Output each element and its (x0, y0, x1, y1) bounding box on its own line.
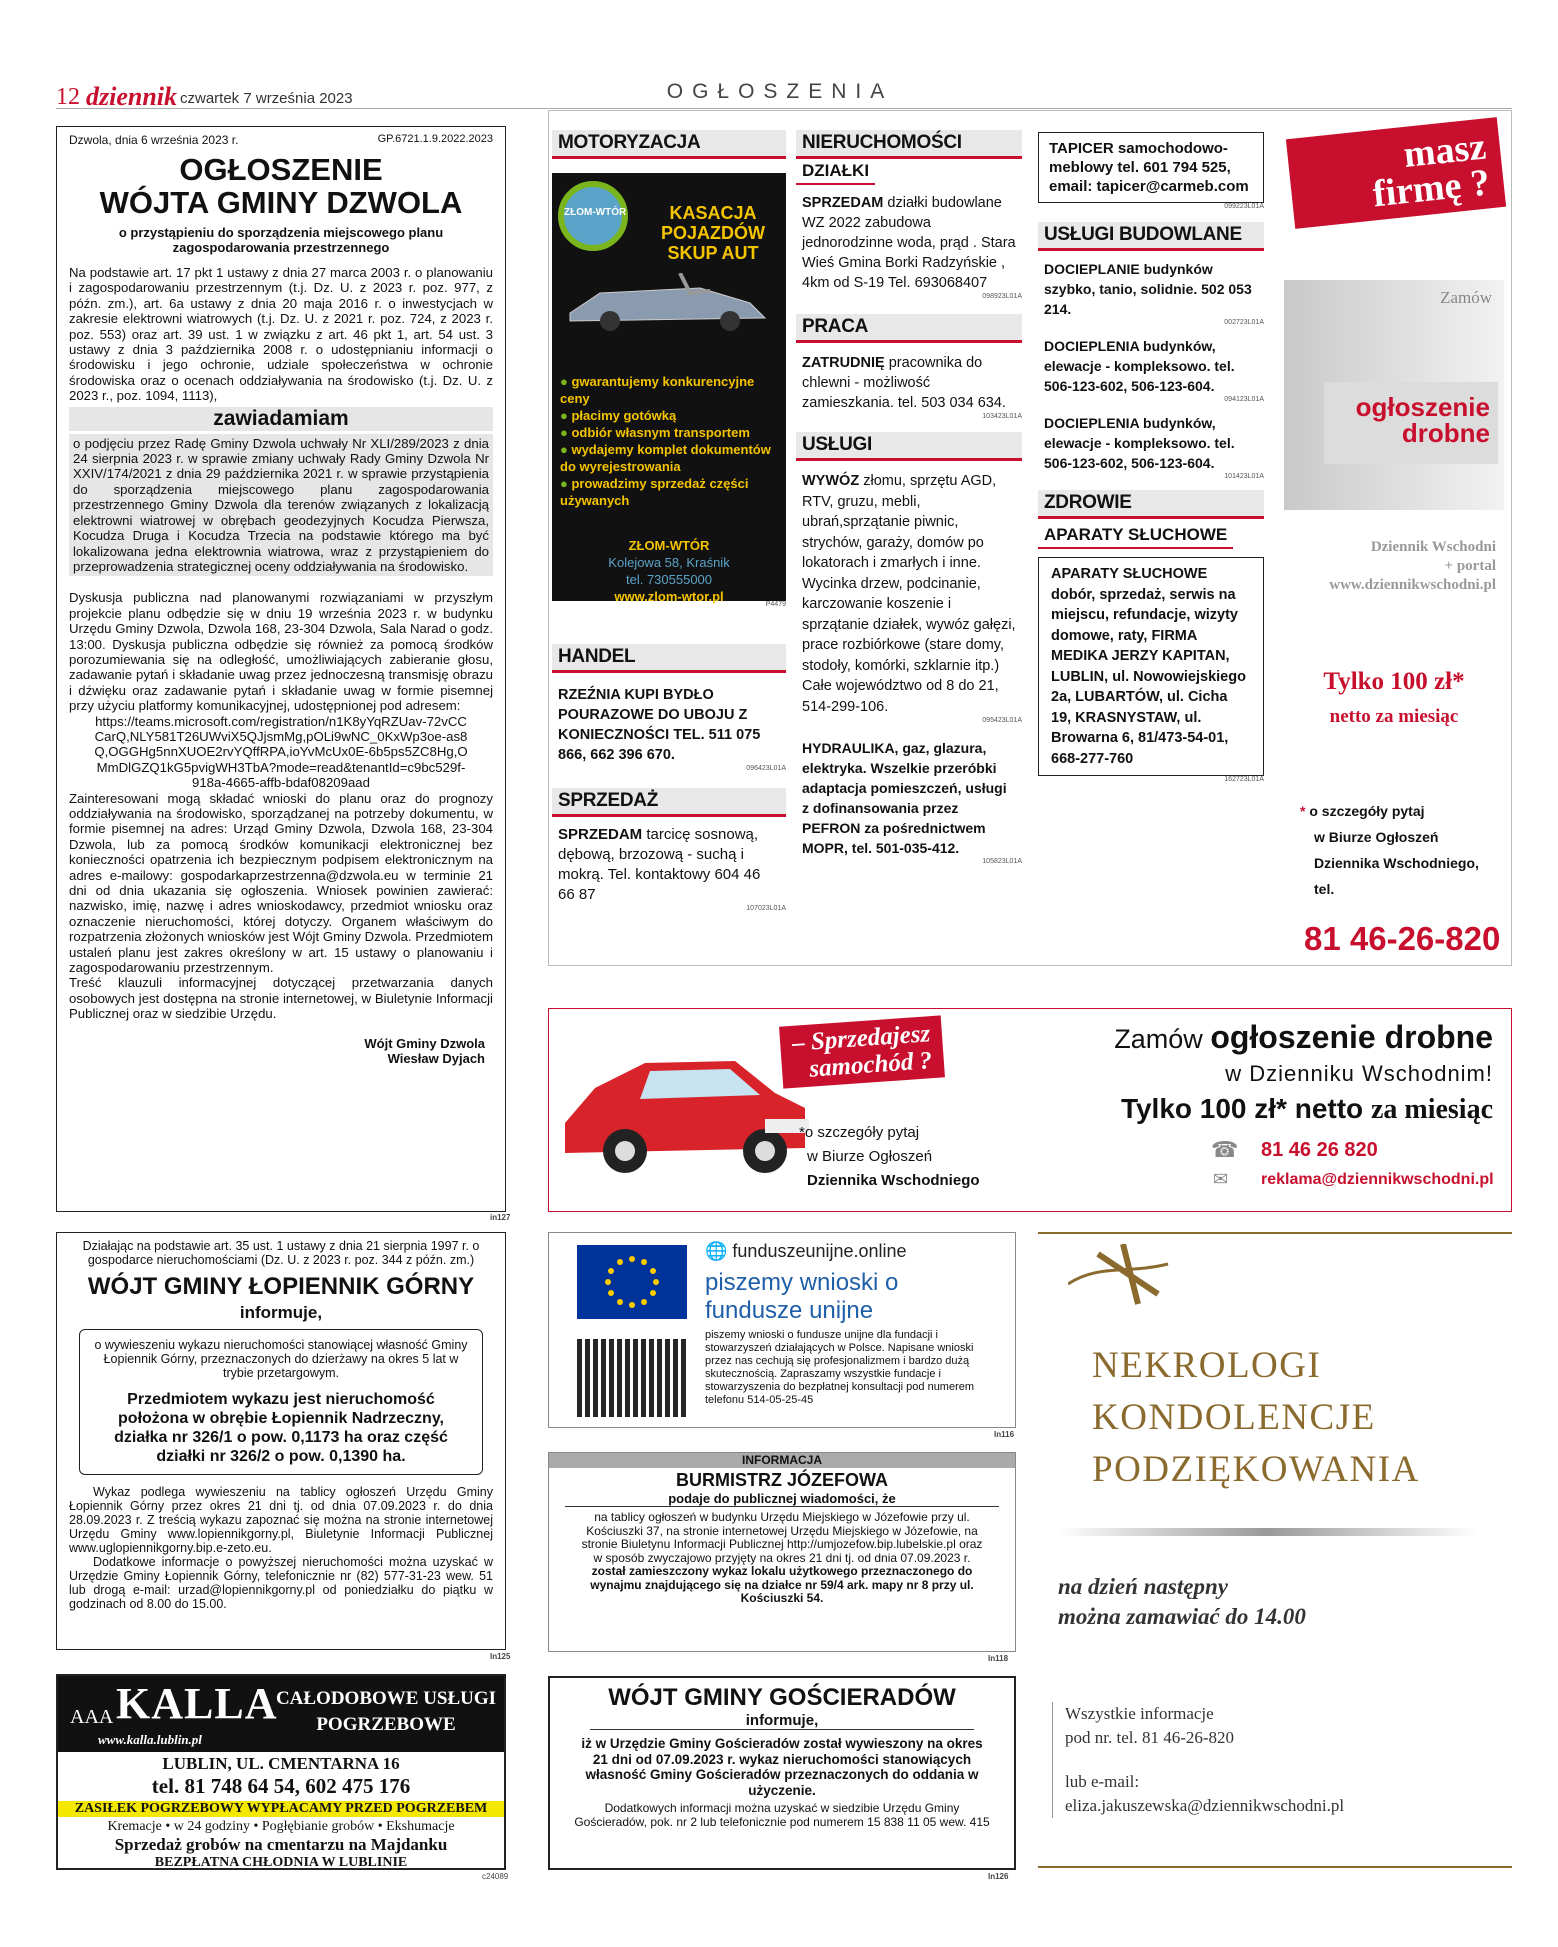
zlom-code: P4479 (765, 601, 786, 608)
fundusze-code: In116 (994, 1430, 1015, 1439)
dzwola-announce: zawiadamiam (69, 407, 493, 431)
fundusze-title: piszemy wnioski o fundusze unijne (705, 1269, 899, 1324)
sprzedaz-head: SPRZEDAŻ (552, 788, 786, 817)
dzwola-p5: Treść klauzuli informacyjnej dotyczącej przetwarzania danych osobowych jest dostępna na stronie internetowej, w Biuletynie Informacji Publicznej oraz w siedzibie Urzędu. (69, 975, 493, 1022)
kalla-zasilek: ZASIŁEK POGRZEBOWY WYPŁACAMY PRZED POGRZEBEM (58, 1801, 504, 1817)
dzwola-sign2: Wiesław Dyjach (387, 1050, 485, 1066)
handel-head: HANDEL (552, 644, 786, 673)
gosc-informs: informuje, (590, 1712, 974, 1730)
page-number: 12 (56, 84, 80, 110)
dzialki-ad: SPRZEDAM działki budowlane WZ 2022 zabudowa jednorodzinne woda, prąd . Stara Wieś Gmina Borki Radzyńskie , 4km od S-19 Tel. 693068407 (802, 195, 1016, 291)
budowlane-code-2: 094123L01A (1224, 396, 1264, 403)
sprzedaz-ad: SPRZEDAM tarcicę sosnową, dębową, brzozową - suchą i mokrą. Tel. kontaktowy 604 46 66 87 (558, 826, 761, 903)
aparaty-head: APARATY SŁUCHOWE (1038, 523, 1233, 549)
fundusze-ad[interactable] (548, 1232, 1016, 1428)
dzwola-notice (56, 126, 506, 1212)
dzwola-subtitle: o przystąpieniu do sporządzenia miejscowego planu zagospodarowania przestrzennego (118, 225, 444, 255)
budowlane-code-1: 002723L01A (1224, 319, 1264, 326)
qr-code-icon (577, 1339, 687, 1417)
section-title: OGŁOSZENIA (666, 80, 894, 103)
tapicer-code: 099223L01A (1224, 203, 1264, 210)
zlom-ad[interactable] (552, 173, 786, 604)
kalla-name: KALLA (116, 1679, 278, 1728)
car-slogan: – Sprzedajesz samochód ? (779, 1015, 945, 1088)
lopiennik-title: WÓJT GMINY ŁOPIENNIK GÓRNY (87, 1273, 475, 1300)
col-3 (1038, 132, 1264, 783)
nekrologi-services: NEKROLOGI KONDOLENCJE PODZIĘKOWANIA (1092, 1345, 1420, 1490)
aparaty-code: 162723L01A (1224, 776, 1264, 783)
budowlane-ad-2: DOCIEPLENIA budynków, elewacje - kompleksowo. tel. 506-123-602, 506-123-604. (1044, 338, 1235, 394)
mail-icon: ✉ (1213, 1169, 1229, 1189)
lopiennik-code: In125 (490, 1652, 511, 1661)
lopiennik-p0: Działając na podstawie art. 35 ust. 1 ustawy z dnia 21 sierpnia 1997 r. o gospodarce nieruchomościami (Dz. U. z 2023 r. poz. 344 z późn. zm.) (82, 1239, 480, 1267)
gosc-title: WÓJT GMINY GOŚCIERADÓW (608, 1684, 956, 1711)
motoryzacja-head: MOTORYZACJA (552, 130, 786, 159)
kalla-l2: Sprzedaż grobów na cmentarzu na Majdanku (114, 1835, 448, 1854)
zdrowie-head: ZDROWIE (1038, 490, 1264, 519)
jozefow-code: In118 (988, 1654, 1009, 1663)
nekrologi-top-rule (1038, 1232, 1512, 1234)
gosc-bold: iż w Urzędzie Gminy Gościeradów został wywieszony na okres 21 dni od 07.09.2023 r. wykaz nieruchomości stanowiących własność Gminy Gościeradów przeznaczonych do oddania w użyczenie. (581, 1736, 983, 1798)
header-date: czwartek 7 września 2023 (180, 90, 353, 107)
kalla-tel[interactable]: tel. 81 748 64 54, 602 475 176 (151, 1774, 411, 1798)
zlom-bullet: ● wydajemy komplet dokumentów do wyrejestrowania (560, 442, 771, 474)
kalla-services: CAŁODOBOWE USŁUGI POGRZEBOWE (275, 1688, 497, 1735)
gosc-text: Dodatkowych informacji można uzyskać w siedzibie Urzędu Gminy Gościeradów, pok. nr 2 lub telefonicznie pod numerem 15 838 11 05 wew. 415 (574, 1801, 990, 1829)
lopiennik-p2: Przedmiotem wykazu jest nieruchomość położona w obrębie Łopiennik Nadrzeczny, działka nr 326/1 o pow. 0,1173 ha oraz część działki nr 326/2 o pow. 0,1390 ha. (114, 1391, 448, 1465)
zlom-logo-text: ZŁOM-WTÓR (564, 207, 627, 218)
handel-ad: RZEŹNIA KUPI BYDŁO POURAZOWE DO UBOJU Z KONIECZNOŚCI TEL. 511 075 866, 662 396 670. (558, 687, 761, 763)
zlom-headline: KASACJA POJAZDÓW SKUP AUT (660, 203, 765, 263)
zlom-bullet: ● gwarantujemy konkurencyjne ceny (560, 374, 755, 406)
eu-flag-icon (577, 1245, 687, 1319)
hydraulika-ad: HYDRAULIKA, gaz, glazura, elektryka. Wszelkie przeróbki adaptacja pomieszczeń, usługi z dofinansowania przez PEFRON za pośrednictwem MOPR, tel. 501-035-412. (802, 740, 1007, 856)
car-line3: Tylko 100 zł* netto za miesiąc (1120, 1093, 1493, 1125)
nekrologi-ad (1038, 1232, 1512, 1872)
dzwola-p1: Na podstawie art. 17 pkt 1 ustawy z dnia 27 marca 2003 r. o planowaniu i zagospodarowaniu przestrzennym (t.j. Dz. U. z 2023 r. poz. 977, z późn. zm.), art. 6a ustawy z dnia 20 maja 2016 r. o inwestycjach w zakresie elektrowni wiatrowych (t.j. Dz. U. z 2021 r. poz. 724, z 2023 r. poz. 553) oraz art. 39 ust. 1 w związku z art. 46 pkt 1, art. 54 ust. 3 ustawy z dnia 3 października 2008 r. o udostępnianiu informacji o środowisku i jego ochronie, udziale społeczeństwa w ochronie środowiska oraz o ocenach oddziaływania na środowisko (t.j. Dz. U. z 2023 r., poz. 1094, 1113), (69, 265, 493, 404)
dzwola-url[interactable]: https://teams.microsoft.com/registration/n1K8yYqRZUav-72vCCCarQ,NLY581T26UWviX5QJjsmMg,pOLi9wNC_0KxWp3oe-as8Q,OGGHg5nnXUOE2rvYQffRPA,ioYvMcUx0E-6b5ps5ZC8Hg,OMmDlGZQ1kG5pvigWH3TbA?mode=read&tenantId=c9bc529f-918a-4665-affb-bdaf08209aad (94, 713, 468, 791)
hydraulika-code: 105823L01A (982, 858, 1022, 865)
lopiennik-p1: o wywieszeniu wykazu nieruchomości stanowiącej własność Gminy Łopiennik Górny, przeznaczonych do dzierżawy na okres 5 lat w trybie przetargowym. (94, 1338, 468, 1380)
uslugi-ad: WYWÓZ złomu, sprzętu AGD, RTV, gruzu, mebli, ubrań,sprzątanie piwnic, strychów, garaży, domów po lokatorach i zmarłych i inne. Wycinka drzew, podcinanie, karczowanie koszenie i sprzątanie działek, wywóz gałęzi, prace rozbiórkowe (stare domy, stodoły, komórki, szklarnie itp.) Całe województwo od 8 do 21, 514-299-106. (802, 473, 1016, 715)
budowlane-head: USŁUGI BUDOWLANE (1038, 222, 1264, 251)
sprzedaz-code: 107023L01A (746, 905, 786, 912)
dzwola-place-date: Dzwola, dnia 6 września 2023 r. (69, 133, 239, 147)
zlom-contact: ZŁOM-WTÓR Kolejowa 58, Kraśnik tel. 730555000 www.zlom-wtor.pl (608, 538, 730, 604)
dzwola-p2: o podjęciu przez Radę Gminy Dzwola uchwały Nr XLI/289/2023 z dnia 24 sierpnia 2023 r. w sprawie zmiany uchwały Rady Gminy Dzwola Nr XXIV/174/2021 z dnia 29 października 2021 r. w sprawie przystąpienia do sporządzenia miejscowego planu zagospodarowania przestrzennego Gminy Dzwola dla terenów związanych z lokalizacją elektrowni wiatrowej w obrębach geodezyjnych Kocudza Pierwsza, Kocudza Druga i Kocudza Trzecia na podstawie którego ma być lokalizowana jedna elektrownia wiatrowa, wraz z przystąpieniem do przeprowadzenia strategicznej oceny oddziaływania na środowisko. (69, 434, 493, 577)
jozefow-bold: został zamieszczony wykaz lokalu użytkowego przeznaczonego do wynajmu znajdującego się na działce nr 59/4 ark. mapy nr 8 przy ul. Kościuszki 54. (590, 1564, 974, 1605)
dzwola-title2: WÓJTA GMINY DZWOLA (99, 185, 463, 220)
uslugi-head: USŁUGI (796, 432, 1022, 461)
nekrologi-deadline: na dzień następny można zamawiać do 14.00 (1058, 1574, 1306, 1629)
aparaty-ad: APARATY SŁUCHOWE dobór, sprzedaż, serwis na miejscu, refundacje, wizyty domowe, raty, FIRMA MEDIKA JERZY KAPITAN, LUBLIN, ul. Nowowiejskiego 2a, LUBARTÓW, ul. Cicha 19, KRASNYSTAW, ul. Browarna 6, 81/473-54-01, 668-277-760 (1038, 557, 1264, 776)
nieruchomosci-head: NIERUCHOMOŚCI (796, 130, 1022, 159)
dzwola-ref: GP.6721.1.9.2022.2023 (377, 133, 493, 145)
cross-branch-icon (1068, 1244, 1178, 1314)
handel-code: 096423L01A (746, 765, 786, 772)
kalla-l1: Kremacje • w 24 godziny • Pogłębianie grobów • Ekshumacje (107, 1819, 455, 1834)
masz-firme-banner: masz firmę ? (1286, 117, 1506, 229)
praca-head: PRACA (796, 314, 1022, 343)
kalla-www: www.kalla.lublin.pl (98, 1732, 202, 1747)
car-email[interactable]: reklama@dziennikwschodni.pl (1261, 1171, 1494, 1188)
fundusze-site[interactable]: 🌐 funduszeunijne.online (705, 1241, 907, 1261)
jozefow-text: na tablicy ogłoszeń w budynku Urzędu Miejskiego w Józefowie przy ul. Kościuszki 37, na stronie internetowej Urzędu Miejskiego w Józefowie, na stronie Biuletynu Informacji Publicznej http://umjozefow.bip.lubelskie.pl oraz w sposób zwyczajowo przyjęty na okres 21 dni tj. od dnia 07.09.2023 r. (581, 1510, 983, 1565)
lopiennik-inner (79, 1329, 483, 1475)
budowlane-ad-3: DOCIEPLENIA budynków, elewacje - kompleksowo. tel. 506-123-602, 506-123-604. (1044, 415, 1235, 471)
kalla-l3: BEZPŁATNA CHŁODNIA W LUBLINIE (154, 1855, 408, 1870)
car-phone[interactable]: 81 46 26 820 (1261, 1139, 1378, 1161)
wrecked-car-icon (560, 273, 776, 333)
dzialki-code: 098923L01A (982, 293, 1022, 300)
lopiennik-informs: informuje, (239, 1303, 323, 1322)
zlom-bullet: ● prowadzimy sprzedaż części używanych (560, 476, 749, 508)
kalla-header (58, 1676, 504, 1752)
dzwola-sign1: Wójt Gminy Dzwola (364, 1035, 485, 1051)
jozefow-notice (548, 1452, 1016, 1652)
car-line2: w Dzienniku Wschodnim! (1225, 1061, 1493, 1086)
firm-phone[interactable]: 81 46-26-820 (1304, 920, 1501, 957)
praca-code: 103423L01A (982, 413, 1022, 420)
masz-firme-ad[interactable] (1284, 120, 1504, 960)
lopiennik-p3: Wykaz podlega wywieszeniu na tablicy ogłoszeń Urzędu Gminy Łopiennik Górny przez okres 21 dni tj. od dnia 07.09.2023 r. do dnia 28.09.2023 r. Z treścią wykazu zapoznać się można na stronie internetowej Urzędu Gminy www.lopiennikgorny.pl, Biuletynie Informacji Publicznej www.uglopiennikgorny.bip.e-zeto.eu. (69, 1485, 493, 1555)
kalla-addr: LUBLIN, UL. CMENTARNA 16 (162, 1754, 400, 1773)
budowlane-code-3: 101423L01A (1224, 473, 1264, 480)
firm-dw: Dziennik Wschodni + portal www.dziennikwschodni.pl (1329, 539, 1496, 593)
jozefow-sub: podaje do publicznej wiadomości, że (565, 1491, 999, 1507)
dzialki-head: DZIAŁKI (796, 159, 875, 185)
zlom-bullets (560, 373, 780, 509)
fundusze-text: piszemy wnioski o fundusze unijne dla fundacji i stowarzyszeń działających w Polsce. Napisane wnioski przez nas cechują się profesjonalizmem i bardzo dużą skutecznością. Zapraszamy wszystkie fundacje i stowarzyszenia do bezpłatnej konsultacji pod numerem telefonu 514-05-25-45 (705, 1329, 975, 1406)
firm-price: Tylko 100 zł* (1323, 668, 1465, 695)
car-ad[interactable] (548, 1008, 1512, 1212)
kalla-code: c24089 (482, 1872, 509, 1881)
phone-icon: ☎ (1211, 1137, 1239, 1162)
nekrologi-bottom-rule (1038, 1866, 1512, 1868)
jozefow-band: INFORMACJA (549, 1453, 1015, 1468)
zlom-bullet: ● odbiór własnym transportem (560, 425, 750, 440)
kalla-ad[interactable] (56, 1674, 506, 1870)
dzwola-code: in127 (490, 1213, 511, 1222)
budowlane-ad-1: DOCIEPLANIE budynków szybko, tanio, solidnie. 502 053 214. (1044, 261, 1252, 317)
car-ask: *o szczegóły pytaj w Biurze Ogłoszeń Dziennika Wschodniego (799, 1124, 980, 1189)
praca-ad: ZATRUDNIĘ pracownika do chlewni - możliwość zamieszkania. tel. 503 034 634. (802, 355, 1006, 411)
red-car-icon (555, 1033, 815, 1183)
brand-logo: dziennik (86, 82, 178, 111)
nekrologi-info: Wszystkie informacje pod nr. tel. 81 46-26-820 lub e-mail: eliza.jakuszewska@dziennikwschodni.pl (1052, 1702, 1344, 1818)
kalla-aaa: AAA (70, 1706, 114, 1728)
firm-netto: netto za miesiąc (1329, 706, 1459, 727)
nekrologi-email[interactable]: eliza.jakuszewska@dziennikwschodni.pl (1065, 1796, 1345, 1815)
firm-zamow: Zamów (1440, 288, 1492, 307)
nekrologi-divider (1058, 1528, 1478, 1536)
car-line1: Zamów ogłoszenie drobne (1114, 1019, 1493, 1055)
col-1 (552, 130, 786, 912)
firm-info: * o szczegóły pytaj w Biurze Ogłoszeń Dziennika Wschodniego, tel. (1300, 803, 1479, 897)
dzwola-title: OGŁOSZENIE (179, 152, 383, 187)
dzwola-p3: Dyskusja publiczna nad planowanymi rozwiązaniami w przyszłym projekcie planu odbędzie się w dniu 19 września 2023 r. w budynku Urzędu Gminy Dzwola, Dzwola 168, 23-304 Dzwola, Sala Narad o godz. 13:00. Dyskusja publiczna odbędzie się również za pomocą środków porozumiewania się na odległość, umożliwiających zabieranie głosu, zadawanie pytań i składanie uwag przez jednoczesną transmisję obrazu i dźwięku oraz zadawanie pytań i składanie uwag w formie pisemnej przy użyciu platformy komunikacyjnej, udostępnionej pod adresem: (69, 590, 493, 714)
header-rule (56, 108, 1512, 109)
tapicer-ad: TAPICER samochodowo-meblowy tel. 601 794 525, email: tapicer@carmeb.com (1038, 132, 1264, 203)
jozefow-title: BURMISTRZ JÓZEFOWA (676, 1470, 888, 1490)
dzwola-p4: Zainteresowani mogą składać wnioski do planu oraz do prognozy oddziaływania na środowisko, sporządzanej na potrzeby dokumentu, w formie pisemnej na adres: Urząd Gminy Dzwola, Dzwola 168, 23-304 Dzwola, lub za pomocą środków komunikacji elektronicznej bez konieczności opatrzenia ich bezpiecznym podpisem elektronicznym na adres e-mailowy: gospodarkaprzestrzenna@dzwola.eu w terminie 21 dni od dnia ukazania się ogłoszenia. Wniosek powinien zawierać: nazwisko, imię, nazwę i adres wnioskodawcy, przedmiot wniosku oraz oznaczenie nieruchomości, której dotyczy. Organem właściwym do rozpatrzenia złożonych wniosków jest Wójt Gminy Dzwola. Przedmiotem ustaleń planu jest zakres określony w art. 15 ustawy o planowaniu i zagospodarowaniu przestrzennym. (69, 790, 493, 976)
lopiennik-p4: Dodatkowe informacje o powyższej nieruchomości można uzyskać w Urzędzie Gminy Łopiennik Górny, telefonicznie nr (82) 577-31-23 wew. 51 lub drogą e-mail: urzad@lopiennikgorny.pl od poniedziałku do piątku w godzinach od 8.00 do 15.00. (69, 1555, 493, 1611)
col-2 (796, 130, 1022, 865)
gosc-code: In126 (988, 1872, 1009, 1881)
firm-card: ogłoszenie drobne (1324, 382, 1498, 464)
zlom-bullet: ● płacimy gotówką (560, 408, 677, 423)
lopiennik-notice (56, 1232, 506, 1650)
uslugi-code: 095423L01A (982, 717, 1022, 724)
gosc-notice (548, 1676, 1016, 1870)
